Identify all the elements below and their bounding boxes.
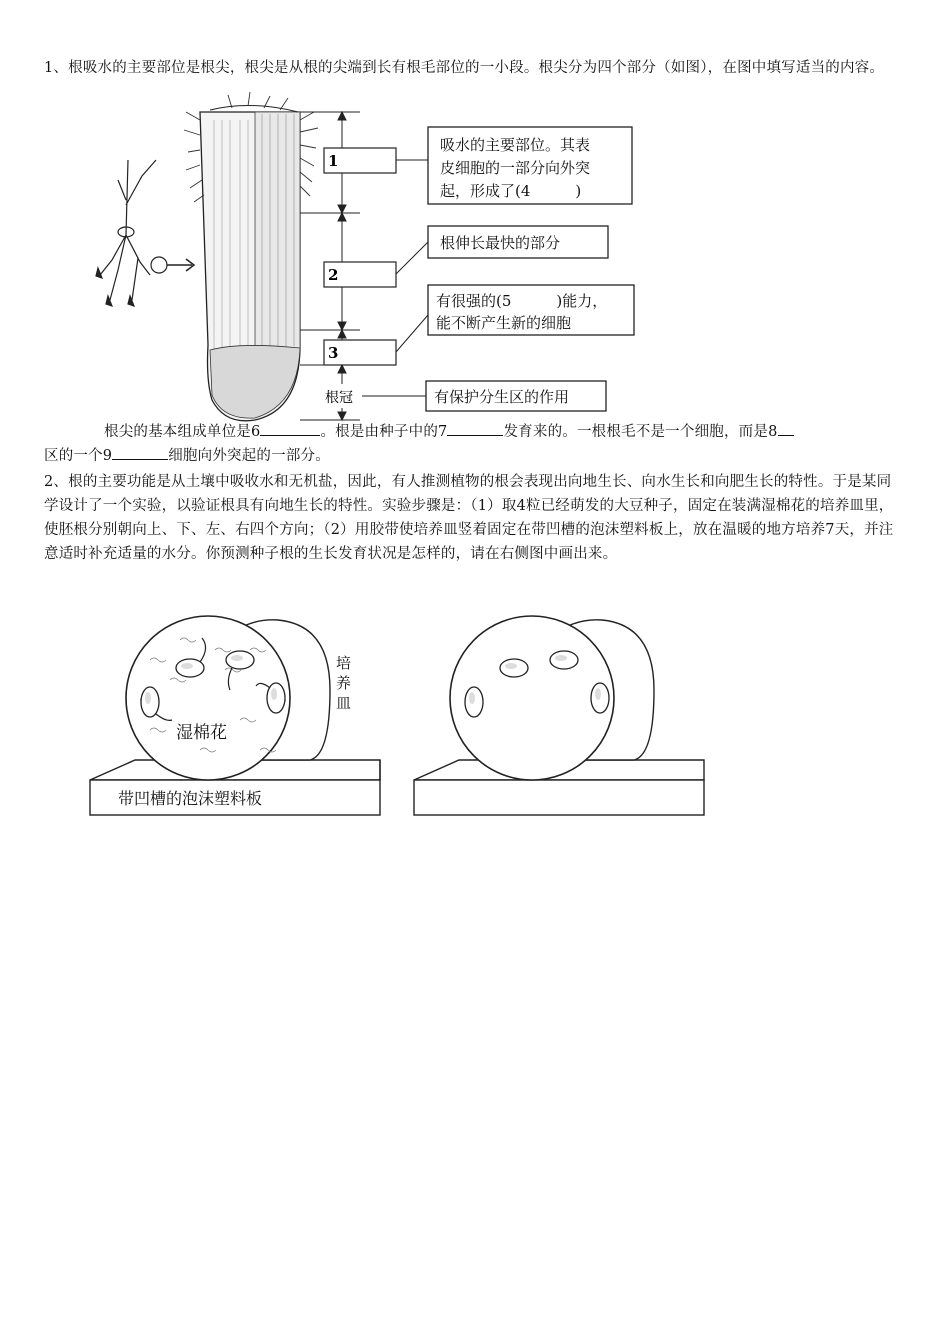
root-tip-diagram bbox=[0, 0, 950, 430]
blank-8[interactable] bbox=[778, 421, 794, 436]
experiment-figures bbox=[0, 610, 950, 830]
box1-line1: 吸水的主要部位。其表 bbox=[440, 136, 591, 154]
left-setup bbox=[90, 616, 380, 815]
blank-9[interactable] bbox=[112, 445, 168, 460]
box2-text: 根伸长最快的部分 bbox=[440, 234, 561, 252]
label-wet-cotton: 湿棉花 bbox=[176, 723, 227, 743]
box3-line2: 能不断产生新的细胞 bbox=[436, 314, 572, 332]
label-dish-1: 培 bbox=[336, 654, 352, 672]
blank-9-suffix: 细胞向外突起的一部分。 bbox=[168, 448, 330, 464]
question-1-blanks bbox=[44, 420, 904, 468]
label-dish-3: 皿 bbox=[336, 694, 352, 712]
zone-label-boxes bbox=[324, 148, 396, 365]
blank-7-prefix: 。根是由种子中的7 bbox=[320, 424, 448, 440]
label-dish-2: 养 bbox=[336, 674, 352, 692]
label-board: 带凹槽的泡沫塑料板 bbox=[118, 789, 263, 808]
root-tip-body bbox=[184, 92, 318, 421]
box1-line2: 皮细胞的一部分向外突 bbox=[440, 159, 591, 177]
seedling-sketch bbox=[96, 160, 194, 306]
blank-8-prefix: 发育来的。一根根毛不是一个细胞，而是8 bbox=[503, 424, 778, 440]
question-1-intro: 1、根吸水的主要部位是根尖，根尖是从根的尖端到长有根毛部位的一小段。根尖分为四个部分（如图），在图中填写适当的内容。 bbox=[44, 60, 885, 76]
zone-label-2: 2 bbox=[328, 266, 339, 284]
blank-6-prefix: 根尖的基本组成单位是6 bbox=[104, 424, 261, 440]
zone-label-1: 1 bbox=[328, 152, 339, 170]
blank-9-prefix: 区的一个9 bbox=[44, 448, 113, 464]
zone-label-3: 3 bbox=[328, 344, 339, 362]
root-cap-label: 根冠 bbox=[325, 390, 353, 406]
right-setup bbox=[414, 616, 704, 815]
blank-6[interactable] bbox=[260, 421, 320, 436]
question-2-text: 2、根的主要功能是从土壤中吸收水和无机盐，因此，有人推测植物的根会表现出向地生长、向水生长和向肥生长的特性。于是某同学设计了一个实验，以验证根具有向地生长的特性。实验步骤是：（1）取4粒已经萌发的大豆种子，固定在装满湿棉花的培养皿里，使胚根分别朝向上、下、左、右四个方向；（2）用胶带使培养皿竖着固定在带凹槽的泡沫塑料板上，放在温暖的地方培养7天，并注意适时补充适量的水分。你预测种子根的生长发育状况是怎样的，请在右侧图中画出来。 bbox=[44, 474, 894, 562]
box3-line1: 有很强的(5 )能力， bbox=[436, 292, 608, 310]
blank-7[interactable] bbox=[447, 421, 503, 436]
box1-line3: 起，形成了(4 ) bbox=[440, 182, 582, 200]
box4-text: 有保护分生区的作用 bbox=[434, 388, 570, 406]
